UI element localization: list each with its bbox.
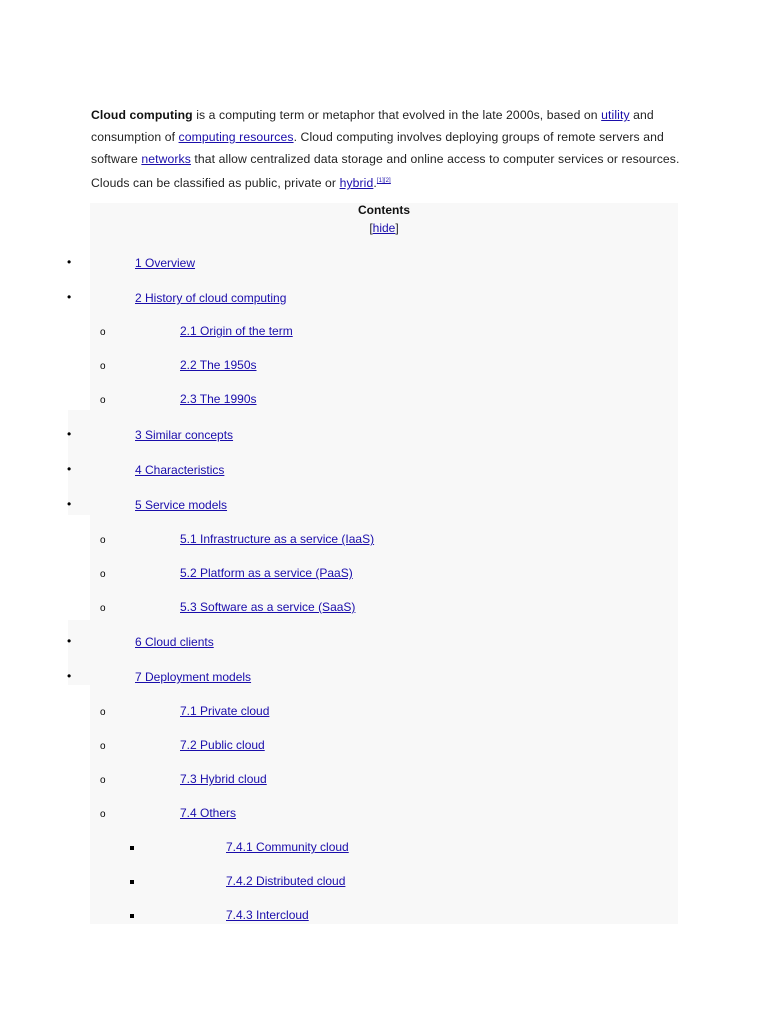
toc-background-strip bbox=[68, 410, 90, 515]
toc-item-intercloud[interactable]: 7.4.3 Intercloud bbox=[226, 908, 309, 922]
toc-title: Contents bbox=[358, 203, 410, 217]
toc-item-characteristics[interactable]: 4 Characteristics bbox=[135, 463, 225, 477]
bullet-square bbox=[130, 880, 134, 884]
toc-background-strip bbox=[68, 620, 90, 685]
intro-term: Cloud computing bbox=[91, 108, 193, 122]
toc-item-private-cloud[interactable]: 7.1 Private cloud bbox=[180, 704, 270, 718]
bullet-disc bbox=[67, 669, 71, 683]
intro-text-5: . bbox=[373, 176, 377, 190]
intro-text-1: is a computing term or metaphor that evolved in the late 2000s, based on bbox=[192, 108, 602, 122]
toc-item-origin[interactable]: 2.1 Origin of the term bbox=[180, 324, 293, 338]
bullet-square bbox=[130, 846, 134, 850]
toc-item-overview[interactable]: 1 Overview bbox=[135, 256, 196, 270]
link-computing-resources[interactable]: computing resources bbox=[178, 130, 294, 144]
bracket-open: [ bbox=[369, 221, 373, 235]
bullet-disc bbox=[67, 462, 71, 476]
bullet-circle bbox=[100, 358, 106, 372]
toc-item-similar-concepts[interactable]: 3 Similar concepts bbox=[135, 428, 234, 442]
toc-item-paas[interactable]: 5.2 Platform as a service (PaaS) bbox=[180, 566, 353, 580]
toc-background-strip bbox=[112, 825, 132, 924]
bullet-disc bbox=[67, 290, 71, 304]
bullet-circle bbox=[100, 738, 106, 752]
intro-text-4: that allow centralized data storage and online access to computer services or resources. Clouds can be classified as public, private or bbox=[91, 152, 680, 190]
toc-item-community-cloud[interactable]: 7.4.1 Community cloud bbox=[226, 840, 349, 854]
toc-item-history[interactable]: 2 History of cloud computing bbox=[135, 291, 287, 305]
toc-item-1950s[interactable]: 2.2 The 1950s bbox=[180, 358, 257, 372]
bullet-circle bbox=[100, 600, 106, 614]
toc-item-distributed-cloud[interactable]: 7.4.2 Distributed cloud bbox=[226, 874, 346, 888]
toc-item-public-cloud[interactable]: 7.2 Public cloud bbox=[180, 738, 265, 752]
toc-item-cloud-clients[interactable]: 6 Cloud clients bbox=[135, 635, 214, 649]
bullet-circle bbox=[100, 392, 106, 406]
bullet-circle bbox=[100, 772, 106, 786]
bullet-circle bbox=[100, 324, 106, 338]
link-hybrid[interactable]: hybrid bbox=[339, 176, 374, 190]
link-networks[interactable]: networks bbox=[141, 152, 191, 166]
toc-item-service-models[interactable]: 5 Service models bbox=[135, 498, 228, 512]
bullet-disc bbox=[67, 497, 71, 511]
toc-item-hybrid-cloud[interactable]: 7.3 Hybrid cloud bbox=[180, 772, 267, 786]
intro-paragraph bbox=[91, 104, 691, 194]
citation-link[interactable]: [1][2] bbox=[376, 178, 391, 184]
link-utility[interactable]: utility bbox=[601, 108, 630, 122]
toc-container bbox=[90, 203, 678, 924]
toc-hide-control bbox=[90, 221, 678, 235]
bullet-circle bbox=[100, 566, 106, 580]
toc-item-saas[interactable]: 5.3 Software as a service (SaaS) bbox=[180, 600, 356, 614]
toc-item-deployment-models[interactable]: 7 Deployment models bbox=[135, 670, 252, 684]
bullet-disc bbox=[67, 634, 71, 648]
toc-item-1990s[interactable]: 2.3 The 1990s bbox=[180, 392, 257, 406]
toc-item-others[interactable]: 7.4 Others bbox=[180, 806, 237, 820]
bullet-disc bbox=[67, 255, 71, 269]
intro-text-2: and consumption of bbox=[91, 108, 654, 144]
bullet-circle bbox=[100, 806, 106, 820]
intro-text-3: . Cloud computing involves deploying groups of remote servers and software bbox=[91, 130, 664, 166]
bracket-close: ] bbox=[395, 221, 399, 235]
bullet-square bbox=[130, 914, 134, 918]
bullet-circle bbox=[100, 532, 106, 546]
toc-item-iaas[interactable]: 5.1 Infrastructure as a service (IaaS) bbox=[180, 532, 375, 546]
bullet-circle bbox=[100, 704, 106, 718]
bullet-disc bbox=[67, 427, 71, 441]
toc-hide-link[interactable]: hide bbox=[372, 221, 396, 235]
